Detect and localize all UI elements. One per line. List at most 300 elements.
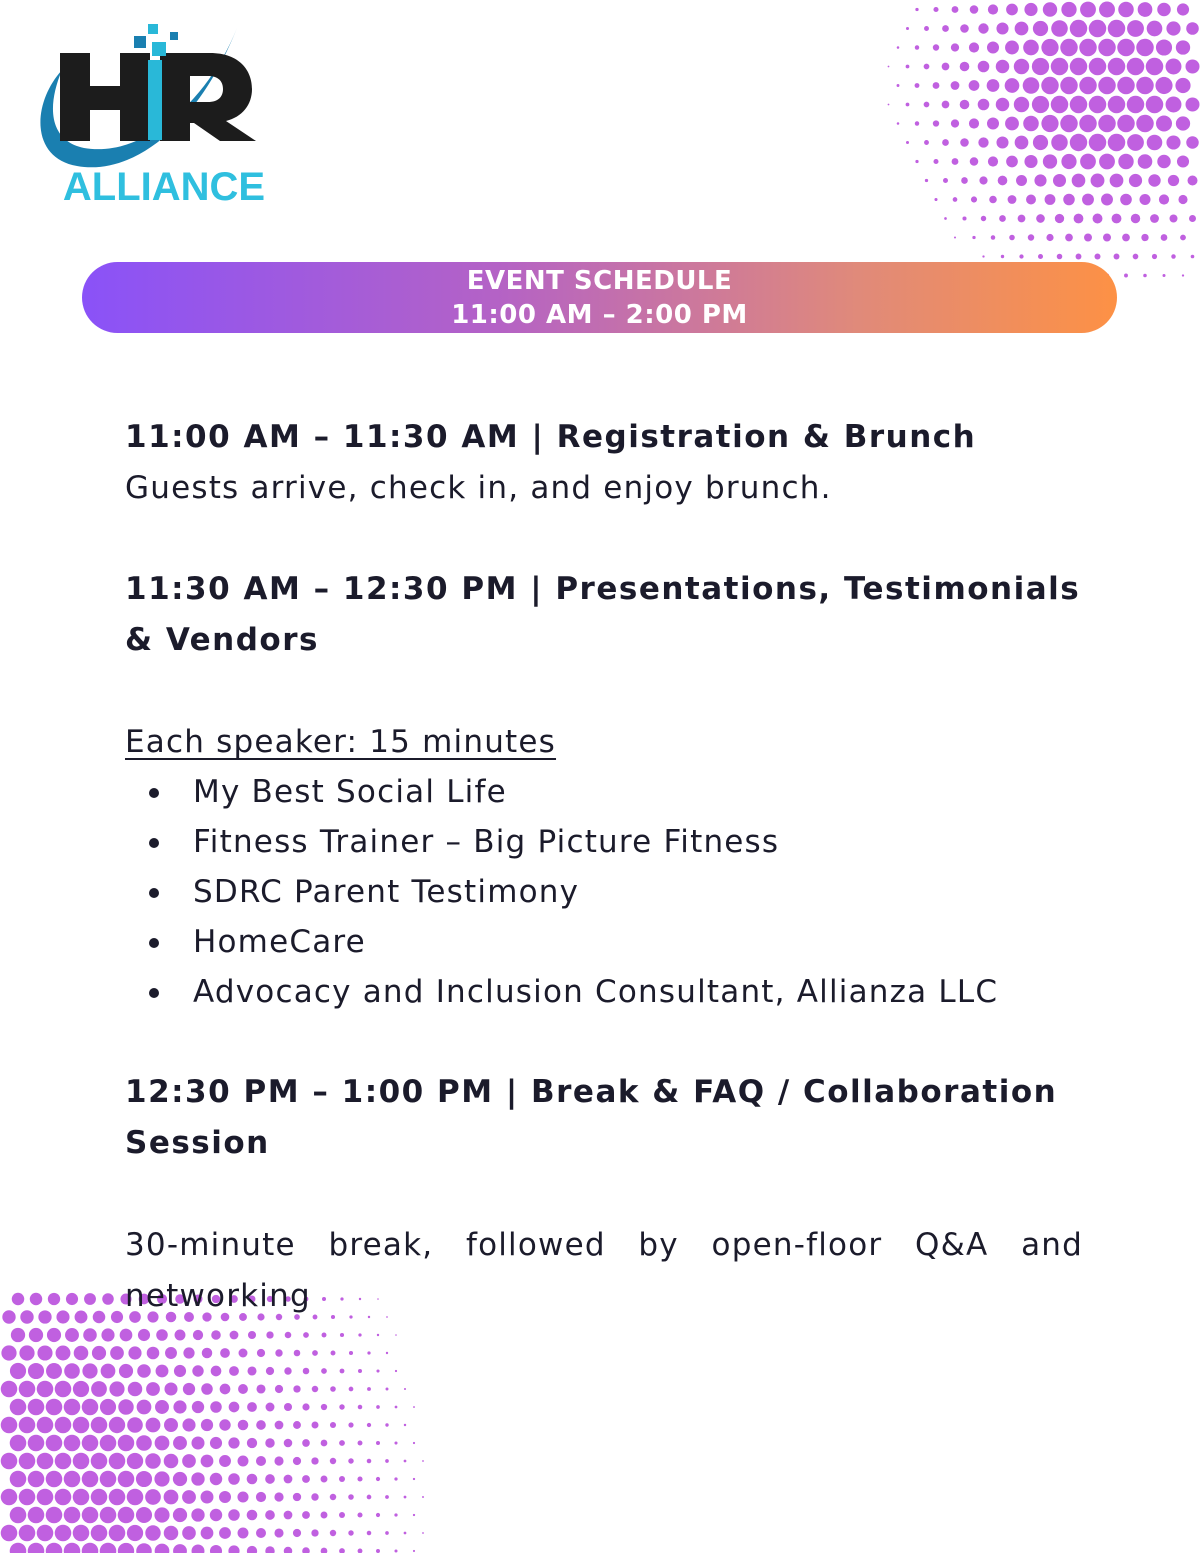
halftone-dot bbox=[109, 1381, 124, 1396]
halftone-dot bbox=[127, 1453, 143, 1469]
event-schedule-banner bbox=[82, 262, 1117, 333]
halftone-dot bbox=[156, 1365, 169, 1378]
halftone-dot bbox=[84, 1293, 96, 1305]
halftone-dot bbox=[19, 1381, 36, 1398]
halftone-dot bbox=[164, 1490, 179, 1505]
halftone-dot bbox=[303, 1368, 310, 1375]
halftone-dot bbox=[118, 1471, 135, 1488]
halftone-dot bbox=[201, 1383, 213, 1395]
halftone-dot bbox=[10, 1435, 27, 1452]
halftone-dot bbox=[1098, 115, 1115, 132]
halftone-dot bbox=[1120, 194, 1132, 206]
halftone-dot bbox=[1138, 154, 1153, 169]
halftone-dot bbox=[1129, 174, 1142, 187]
halftone-dot bbox=[30, 1293, 42, 1305]
halftone-dot bbox=[1045, 194, 1056, 205]
halftone-dot bbox=[1178, 195, 1187, 204]
halftone-dot bbox=[348, 1422, 353, 1427]
spacer bbox=[125, 1169, 1083, 1220]
halftone-dot bbox=[357, 1476, 362, 1481]
halftone-dot bbox=[1155, 77, 1172, 94]
halftone-dot bbox=[55, 1453, 72, 1470]
halftone-dot bbox=[987, 118, 999, 130]
halftone-dot bbox=[138, 1329, 150, 1341]
halftone-dot bbox=[110, 1346, 124, 1360]
halftone-dot bbox=[302, 1475, 310, 1483]
halftone-dot bbox=[1008, 195, 1017, 204]
halftone-dot bbox=[154, 1507, 169, 1522]
halftone-dot bbox=[10, 1399, 27, 1416]
halftone-dot bbox=[322, 1333, 327, 1338]
halftone-dot bbox=[1006, 156, 1018, 168]
halftone-dot bbox=[165, 1347, 177, 1359]
halftone-dot bbox=[924, 64, 930, 70]
halftone-dot bbox=[1023, 116, 1039, 132]
halftone-dot bbox=[1023, 40, 1039, 56]
halftone-dot bbox=[348, 1494, 354, 1500]
halftone-dot bbox=[1122, 234, 1130, 242]
halftone-dot bbox=[46, 1471, 63, 1488]
halftone-dot bbox=[1, 1417, 18, 1434]
halftone-dot bbox=[1127, 96, 1144, 113]
halftone-dot bbox=[1171, 254, 1175, 258]
halftone-dot bbox=[173, 1436, 187, 1450]
halftone-dot bbox=[1146, 58, 1163, 75]
halftone-dot bbox=[1033, 135, 1048, 150]
halftone-dot bbox=[247, 1546, 257, 1553]
halftone-dot bbox=[1051, 20, 1068, 37]
halftone-dot bbox=[978, 61, 990, 73]
halftone-dot bbox=[238, 1384, 248, 1394]
halftone-dot bbox=[1189, 215, 1196, 222]
halftone-dot bbox=[256, 1456, 266, 1466]
halftone-dot bbox=[182, 1490, 196, 1504]
halftone-dot bbox=[100, 1399, 116, 1415]
halftone-dot bbox=[293, 1385, 300, 1392]
halftone-dot bbox=[64, 1399, 81, 1416]
halftone-dot bbox=[906, 141, 909, 144]
halftone-dot bbox=[1108, 20, 1125, 37]
logo-wordmark: ALLIANCE bbox=[62, 165, 266, 208]
halftone-dot bbox=[146, 1418, 161, 1433]
halftone-dot bbox=[285, 1332, 292, 1339]
halftone-dot bbox=[155, 1544, 170, 1553]
slot-2-title: 11:30 AM – 12:30 PM | Presentations, Testimonials & Vendors bbox=[125, 571, 1081, 658]
halftone-dot bbox=[1136, 115, 1153, 132]
halftone-dot bbox=[376, 1405, 380, 1409]
halftone-dot bbox=[10, 1471, 27, 1488]
halftone-dot bbox=[1186, 22, 1199, 35]
halftone-dot bbox=[46, 1507, 63, 1524]
halftone-dot bbox=[1175, 78, 1190, 93]
halftone-dot bbox=[37, 1525, 54, 1542]
halftone-dot bbox=[1108, 58, 1125, 75]
halftone-dot bbox=[257, 1349, 265, 1357]
slot-3-description: 30-minute break, followed by open-floor Q&A and networking bbox=[125, 1227, 1083, 1314]
halftone-dot bbox=[220, 1384, 231, 1395]
halftone-dot bbox=[386, 1388, 389, 1391]
halftone-dot bbox=[229, 1366, 239, 1376]
halftone-dot bbox=[127, 1417, 143, 1433]
halftone-dot bbox=[47, 1328, 61, 1342]
halftone-dot bbox=[988, 156, 998, 166]
halftone-dot bbox=[1089, 96, 1106, 113]
halftone-dot bbox=[238, 1420, 249, 1431]
banner-title: EVENT SCHEDULE bbox=[466, 265, 733, 296]
halftone-dot bbox=[28, 1399, 45, 1416]
halftone-dot bbox=[28, 1435, 45, 1452]
halftone-dot bbox=[422, 1460, 424, 1462]
halftone-dot bbox=[367, 1351, 370, 1354]
halftone-dot bbox=[201, 1419, 213, 1431]
halftone-dot bbox=[91, 1489, 108, 1506]
halftone-dot bbox=[385, 1459, 389, 1463]
halftone-dot bbox=[404, 1424, 406, 1426]
halftone-dot bbox=[358, 1441, 363, 1446]
halftone-dot bbox=[1033, 21, 1048, 36]
halftone-dot bbox=[100, 1543, 117, 1553]
halftone-dot bbox=[55, 1525, 72, 1542]
halftone-dot bbox=[183, 1347, 194, 1358]
halftone-dot bbox=[951, 81, 960, 90]
halftone-dot bbox=[340, 1333, 344, 1337]
halftone-dot bbox=[155, 1400, 169, 1414]
halftone-dot bbox=[173, 1508, 187, 1522]
halftone-dot bbox=[952, 6, 959, 13]
halftone-dot bbox=[394, 1477, 397, 1480]
halftone-dot bbox=[1032, 96, 1049, 113]
halftone-dot bbox=[1127, 20, 1144, 37]
halftone-dot bbox=[228, 1545, 239, 1553]
halftone-dot bbox=[944, 217, 947, 220]
halftone-dot bbox=[970, 5, 979, 14]
halftone-dot bbox=[191, 1508, 204, 1521]
halftone-dot bbox=[284, 1511, 293, 1520]
halftone-dot bbox=[1, 1453, 18, 1470]
halftone-dot bbox=[330, 1422, 336, 1428]
speaker-name: HomeCare bbox=[193, 924, 366, 960]
halftone-dot bbox=[303, 1332, 309, 1338]
halftone-dot bbox=[118, 1399, 133, 1414]
halftone-dot bbox=[395, 1406, 398, 1409]
halftone-dot bbox=[367, 1531, 372, 1536]
halftone-dot bbox=[1157, 3, 1171, 17]
halftone-dot bbox=[74, 1346, 89, 1361]
list-item bbox=[125, 967, 1083, 1017]
halftone-dot bbox=[91, 1525, 108, 1542]
halftone-dot bbox=[888, 104, 890, 106]
halftone-dot bbox=[83, 1328, 97, 1342]
halftone-dot bbox=[1009, 235, 1015, 241]
halftone-dot bbox=[1051, 96, 1068, 113]
halftone-dot bbox=[1093, 214, 1103, 224]
halftone-dot bbox=[20, 1310, 33, 1323]
halftone-dot bbox=[82, 1399, 99, 1416]
halftone-dot bbox=[395, 1334, 397, 1336]
halftone-dots-bottom-decoration bbox=[0, 1290, 460, 1553]
halftone-dot bbox=[972, 236, 975, 239]
halftone-dot bbox=[66, 1293, 78, 1305]
halftone-dot bbox=[37, 1381, 54, 1398]
halftone-dot bbox=[1006, 4, 1018, 16]
halftone-dot bbox=[46, 1543, 63, 1553]
halftone-dot bbox=[293, 1493, 301, 1501]
halftone-dot bbox=[1060, 39, 1077, 56]
halftone-dot bbox=[294, 1350, 301, 1357]
halftone-dot bbox=[28, 1471, 45, 1488]
halftone-dot bbox=[953, 197, 958, 202]
halftone-dot bbox=[164, 1454, 179, 1469]
halftone-dot bbox=[155, 1436, 170, 1451]
halftone-dot bbox=[1117, 115, 1134, 132]
spacer bbox=[125, 514, 1083, 564]
halftone-dot bbox=[1176, 40, 1190, 54]
halftone-dot bbox=[1005, 78, 1020, 93]
bullet-icon bbox=[149, 988, 159, 998]
halftone-dot bbox=[82, 1543, 99, 1553]
halftone-dot bbox=[37, 1489, 54, 1506]
halftone-dot bbox=[413, 1514, 415, 1516]
halftone-dot bbox=[996, 60, 1010, 74]
halftone-dot bbox=[1099, 2, 1115, 18]
halftone-dot bbox=[367, 1459, 372, 1464]
halftone-dot bbox=[358, 1549, 363, 1553]
halftone-dot bbox=[1041, 39, 1058, 56]
halftone-dot bbox=[321, 1404, 327, 1410]
halftone-dot bbox=[989, 196, 997, 204]
halftone-dot bbox=[404, 1388, 406, 1390]
halftone-dot bbox=[988, 4, 998, 14]
bullet-icon bbox=[149, 888, 159, 898]
halftone-dot bbox=[228, 1473, 240, 1485]
halftone-dot bbox=[191, 1436, 204, 1449]
halftone-dot bbox=[367, 1495, 372, 1500]
halftone-dot bbox=[1, 1345, 16, 1360]
halftone-dot bbox=[265, 1546, 274, 1553]
halftone-dot bbox=[1180, 235, 1186, 241]
halftone-dot bbox=[109, 1525, 126, 1542]
halftone-dot bbox=[247, 1366, 256, 1375]
halftone-dot bbox=[256, 1492, 266, 1502]
halftone-dot bbox=[376, 1513, 380, 1517]
list-item bbox=[125, 817, 1083, 867]
halftone-dot bbox=[1103, 234, 1111, 242]
bullet-icon bbox=[149, 838, 159, 848]
halftone-dot bbox=[1148, 174, 1160, 186]
halftone-dot bbox=[1005, 41, 1019, 55]
halftone-dot bbox=[954, 236, 956, 238]
halftone-dot bbox=[998, 176, 1008, 186]
slot-1-title: 11:00 AM – 11:30 AM | Registration & Brunch bbox=[125, 419, 977, 455]
schedule-content bbox=[125, 412, 1083, 1322]
halftone-dot bbox=[1089, 58, 1106, 75]
halftone-dot bbox=[330, 1386, 336, 1392]
halftone-dot bbox=[191, 1472, 204, 1485]
halftone-dot bbox=[1146, 96, 1163, 113]
halftone-dot bbox=[339, 1404, 344, 1409]
halftone-dot bbox=[951, 119, 959, 127]
halftone-dot bbox=[982, 255, 984, 257]
halftone-dot bbox=[915, 45, 919, 49]
halftone-dot bbox=[229, 1402, 240, 1413]
halftone-dot bbox=[991, 235, 996, 240]
halftone-dot bbox=[136, 1543, 152, 1553]
halftone-dot bbox=[1156, 115, 1172, 131]
halftone-dot bbox=[82, 1471, 99, 1488]
halftone-dot bbox=[942, 63, 950, 71]
halftone-dot bbox=[1169, 214, 1177, 222]
halftone-dot bbox=[915, 8, 918, 11]
halftone-dot bbox=[1070, 96, 1087, 113]
halftone-dot bbox=[906, 65, 910, 69]
halftone-dot bbox=[55, 1381, 72, 1398]
halftone-dot bbox=[19, 1489, 36, 1506]
halftone-dot bbox=[46, 1399, 63, 1416]
halftone-dot bbox=[1141, 234, 1148, 241]
halftone-dot bbox=[969, 80, 980, 91]
halftone-dot bbox=[154, 1471, 169, 1486]
halftone-dot bbox=[1138, 2, 1153, 17]
halftone-dot bbox=[386, 1352, 388, 1354]
halftone-dot bbox=[1089, 20, 1106, 37]
halftone-dot bbox=[64, 1471, 81, 1488]
halftone-dot bbox=[312, 1422, 319, 1429]
halftone-dot bbox=[38, 1310, 51, 1323]
halftone-dot bbox=[1191, 255, 1195, 259]
slot-3-title: 12:30 PM – 1:00 PM | Break & FAQ / Collaboration Session bbox=[125, 1074, 1058, 1161]
halftone-dot bbox=[64, 1435, 81, 1452]
halftone-dot bbox=[48, 1293, 60, 1305]
halftone-dot bbox=[247, 1510, 258, 1521]
halftone-dot bbox=[321, 1368, 327, 1374]
hr-alliance-logo bbox=[22, 8, 272, 208]
halftone-dot bbox=[1079, 115, 1096, 132]
halftone-dot bbox=[230, 1331, 239, 1340]
halftone-dot bbox=[1152, 254, 1157, 259]
halftone-dot bbox=[1131, 214, 1140, 223]
halftone-dot bbox=[1127, 58, 1144, 75]
halftone-dot bbox=[385, 1423, 388, 1426]
halftone-dot bbox=[969, 42, 979, 52]
halftone-dot bbox=[284, 1403, 292, 1411]
halftone-dot bbox=[1015, 136, 1029, 150]
halftone-dot bbox=[376, 1441, 380, 1445]
halftone-dot bbox=[28, 1507, 45, 1524]
halftone-dot bbox=[385, 1495, 389, 1499]
halftone-dot bbox=[933, 44, 939, 50]
halftone-dot bbox=[274, 1492, 283, 1501]
speaker-name: SDRC Parent Testimony bbox=[193, 874, 580, 910]
halftone-dot bbox=[1041, 115, 1058, 132]
halftone-dot bbox=[237, 1491, 248, 1502]
halftone-dot bbox=[100, 1507, 117, 1524]
halftone-dot bbox=[247, 1438, 257, 1448]
halftone-dot bbox=[266, 1367, 274, 1375]
halftone-dot bbox=[385, 1531, 389, 1535]
halftone-dot bbox=[906, 103, 910, 107]
halftone-dot bbox=[321, 1476, 328, 1483]
halftone-dot bbox=[1084, 234, 1092, 242]
halftone-dot bbox=[422, 1532, 424, 1534]
halftone-dot bbox=[91, 1417, 108, 1434]
halftone-dot bbox=[1136, 39, 1153, 56]
halftone-dot bbox=[942, 25, 949, 32]
halftone-dot bbox=[404, 1532, 407, 1535]
halftone-dot bbox=[64, 1363, 80, 1379]
halftone-dot bbox=[1150, 214, 1159, 223]
halftone-dot bbox=[969, 118, 979, 128]
halftone-dot bbox=[996, 98, 1009, 111]
halftone-dot bbox=[331, 1351, 336, 1356]
halftone-dot bbox=[348, 1458, 353, 1463]
halftone-dot bbox=[1117, 39, 1134, 56]
halftone-dot bbox=[1065, 234, 1073, 242]
halftone-dot bbox=[293, 1421, 301, 1429]
halftone-dot bbox=[404, 1460, 407, 1463]
halftone-dot bbox=[193, 1330, 203, 1340]
halftone-dot bbox=[239, 1349, 248, 1358]
halftone-dot bbox=[219, 1527, 231, 1539]
halftone-dot bbox=[339, 1548, 345, 1553]
halftone-dot bbox=[1046, 234, 1053, 241]
halftone-dot bbox=[102, 1293, 114, 1305]
halftone-dot bbox=[73, 1489, 90, 1506]
halftone-dot bbox=[924, 102, 930, 108]
halftone-dot bbox=[37, 1453, 54, 1470]
halftone-dot bbox=[293, 1529, 301, 1537]
halftone-dot bbox=[1019, 254, 1023, 258]
halftone-dot bbox=[970, 157, 979, 166]
halftone-dot bbox=[275, 1349, 282, 1356]
halftone-dot bbox=[996, 136, 1008, 148]
halftone-dot bbox=[173, 1472, 187, 1486]
halftone-dot bbox=[64, 1543, 81, 1553]
halftone-dot bbox=[284, 1367, 291, 1374]
halftone-dot bbox=[978, 23, 988, 33]
halftone-dot bbox=[91, 1453, 108, 1470]
halftone-dot bbox=[395, 1370, 397, 1372]
halftone-dot bbox=[210, 1545, 222, 1553]
halftone-dot bbox=[1187, 175, 1197, 185]
halftone-dot bbox=[73, 1453, 90, 1470]
halftone-dot bbox=[284, 1439, 293, 1448]
halftone-dot bbox=[1094, 253, 1100, 259]
halftone-dot bbox=[1127, 134, 1144, 151]
halftone-dot bbox=[128, 1346, 141, 1359]
halftone-dot bbox=[1, 1525, 18, 1542]
halftone-dot bbox=[1041, 77, 1058, 94]
halftone-dot bbox=[92, 1346, 106, 1360]
halftone-dot bbox=[1053, 174, 1066, 187]
halftone-dot bbox=[302, 1403, 309, 1410]
halftone-dot bbox=[302, 1511, 310, 1519]
halftone-dot bbox=[1156, 39, 1172, 55]
halftone-dot bbox=[1063, 194, 1075, 206]
halftone-dot bbox=[274, 1456, 283, 1465]
halftone-dot bbox=[1161, 234, 1168, 241]
halftone-dot bbox=[284, 1475, 293, 1484]
halftone-dot bbox=[118, 1543, 134, 1553]
halftone-dot bbox=[897, 84, 900, 87]
halftone-dot bbox=[127, 1489, 144, 1506]
halftone-dot bbox=[987, 41, 999, 53]
halftone-dot bbox=[10, 1543, 27, 1553]
halftone-dot bbox=[376, 1369, 379, 1372]
halftone-dot bbox=[265, 1474, 275, 1484]
halftone-dot bbox=[266, 1331, 273, 1338]
halftone-dot bbox=[897, 122, 900, 125]
halftone-dot bbox=[1098, 77, 1115, 94]
